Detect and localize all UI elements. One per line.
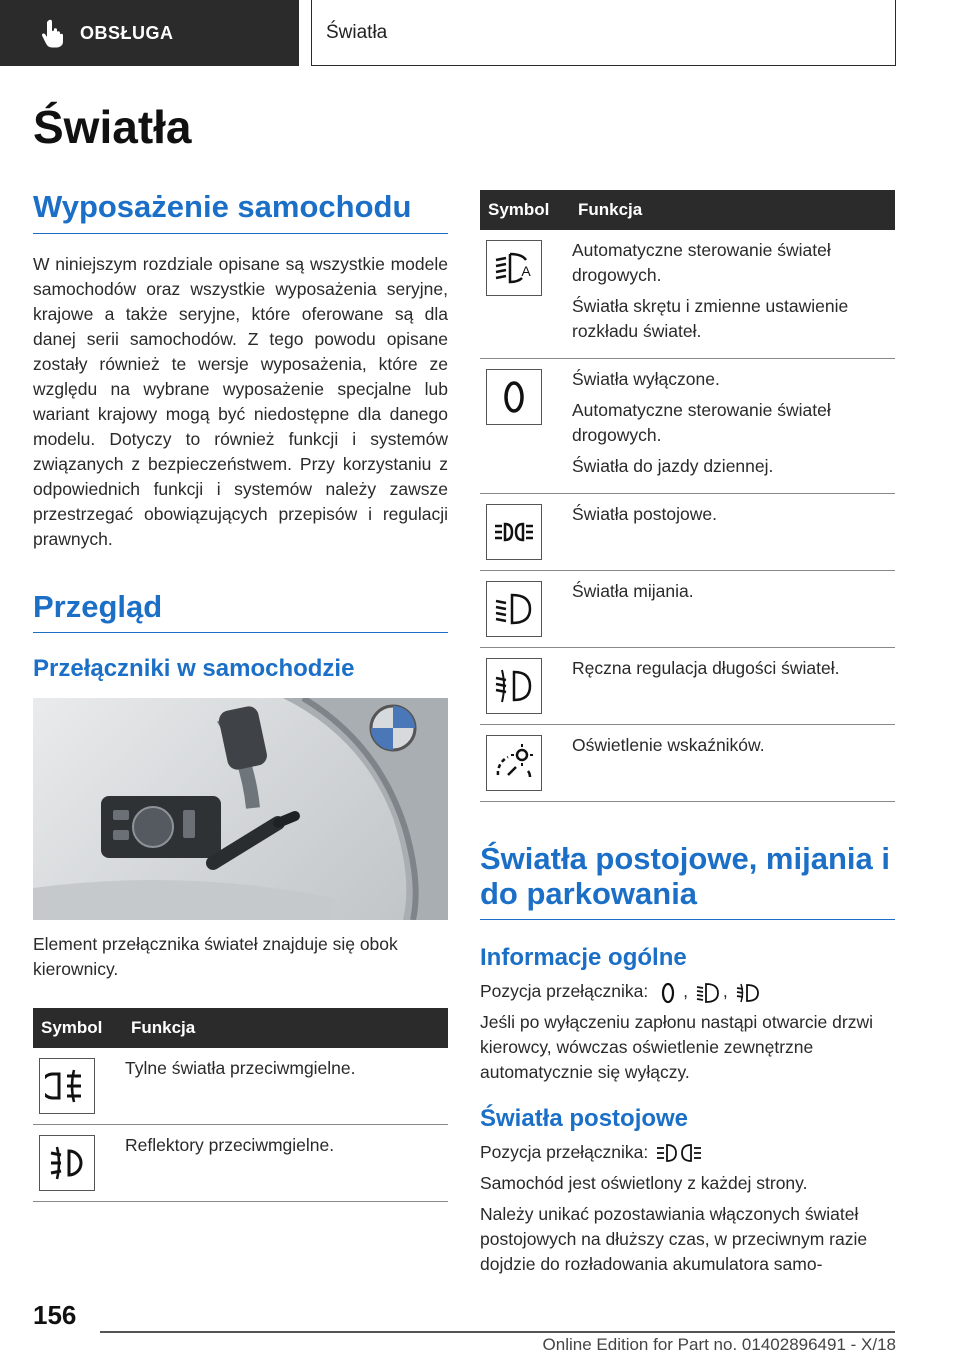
photo-caption: Element przełącznika świateł znajduje się obok kierownicy. [33,934,398,980]
svg-text:A: A [521,263,531,279]
section-tab-label: OBSŁUGA [80,22,174,43]
position-label: Pozycja przełącznika: [480,981,649,1002]
light-switch-table [480,190,895,802]
equipment-heading: Wyposażenie samochodu [33,190,448,234]
low-beam-icon [486,581,542,637]
row-line: Automatyczne sterowanie świateł drogowych. [572,240,831,285]
row-line: Światła skrętu i zmienne ustawienie rozkładu świateł. [572,296,849,341]
parking-switch-position [480,1140,895,1165]
chapter-title: Światła [311,0,896,66]
rear-fog-light-icon [39,1058,95,1114]
row-line: Światła do jazdy dziennej. [572,456,774,476]
table-row [480,648,895,725]
col-symbol: Symbol [480,190,570,230]
table-row [480,571,895,648]
lights-off-icon [656,982,680,1004]
row-function: Światła postojowe. [570,494,895,571]
switches-heading: Przełączniki w samochodzie [33,655,355,683]
table-row [33,1048,448,1125]
row-line: Światła wyłączone. [572,369,720,389]
light-switch-photo [33,698,448,920]
equipment-text: W niniejszym rozdziale opisane są wszystkie modele samochodów oraz wszystkie wyposażenia seryjne, krajowe a także seryjne, które oferowane są dla danej serii samochodów. Z tego powodu opisane zostały również te wersje wyposażenia, które ze względu na wybrane wyposażenie specjalne lub wariant krajowy mogą być niedostępne dla danego modelu. Dotyczy to również funkcji i systemów związanych z bezpieczeństwem. Przy korzystaniu z odpowiednich funkcji i systemów należy zawsze przestrzegać obowiązujących przepisów i regulacji prawnych. [33,253,448,549]
section-tab[interactable] [0,0,299,66]
right-column [480,190,895,1277]
table-row [480,230,895,359]
hand-pointer-icon [40,18,66,48]
col-symbol: Symbol [33,1008,123,1048]
overview-heading: Przegląd [33,590,448,634]
position-separator: , [722,981,728,1002]
row-function: Światła mijania. [570,571,895,648]
parking-lights-heading: Światła postojowe [480,1105,689,1133]
row-function: Tylne światła przeciwmgielne. [123,1048,448,1125]
position-separator: , [683,981,689,1002]
front-fog-light-icon [39,1135,95,1191]
parking-lights-icon [656,1142,702,1164]
general-info-heading: Informacje ogólne [480,944,687,972]
footer-divider [100,1331,895,1333]
general-info-text: Jeśli po wyłączeniu zapłonu nastąpi otwarcie drzwi kierowcy, wówczas oświetlenie zewnętrzne automatycznie się wyłączy. [480,1012,873,1083]
left-column [33,190,448,1202]
lights-off-icon [486,369,542,425]
parking-section-heading: Światła postojowe, mijania i do parkowania [480,842,895,920]
col-function: Funkcja [123,1008,448,1048]
auto-headlight-icon [486,240,542,296]
instrument-lighting-icon [486,735,542,791]
table-row [480,725,895,802]
col-function: Funkcja [570,190,895,230]
page-number: 156 [33,1300,77,1330]
headlight-range-icon [486,658,542,714]
row-function: Ręczna regulacja długości świateł. [570,648,895,725]
table-row [33,1125,448,1202]
dashboard-illustration [33,698,448,920]
edition-note: Online Edition for Part no. 01402896491 - X/18 [542,1335,896,1354]
table-row [480,359,895,494]
fog-lights-table [33,1008,448,1202]
row-function: Reflektory przeciwmgielne. [123,1125,448,1202]
position-label: Pozycja przełącznika: [480,1142,649,1163]
parking-text-1: Samochód jest oświetlony z każdej strony. [480,1173,808,1194]
table-row [480,494,895,571]
row-function: Oświetlenie wskaźników. [570,725,895,802]
parking-lights-icon [486,504,542,560]
page-title: Światła [33,101,192,153]
general-switch-position [480,979,895,1004]
parking-text-2: Należy unikać pozostawiania włączonych świateł postojowych na dłuższy czas, w przeciwnym razie dojdzie do rozładowania akumulatora samo- [480,1204,868,1275]
row-line: Automatyczne sterowanie świateł drogowych. [572,400,831,445]
headlight-range-icon [736,982,760,1004]
low-beam-icon [696,982,720,1004]
